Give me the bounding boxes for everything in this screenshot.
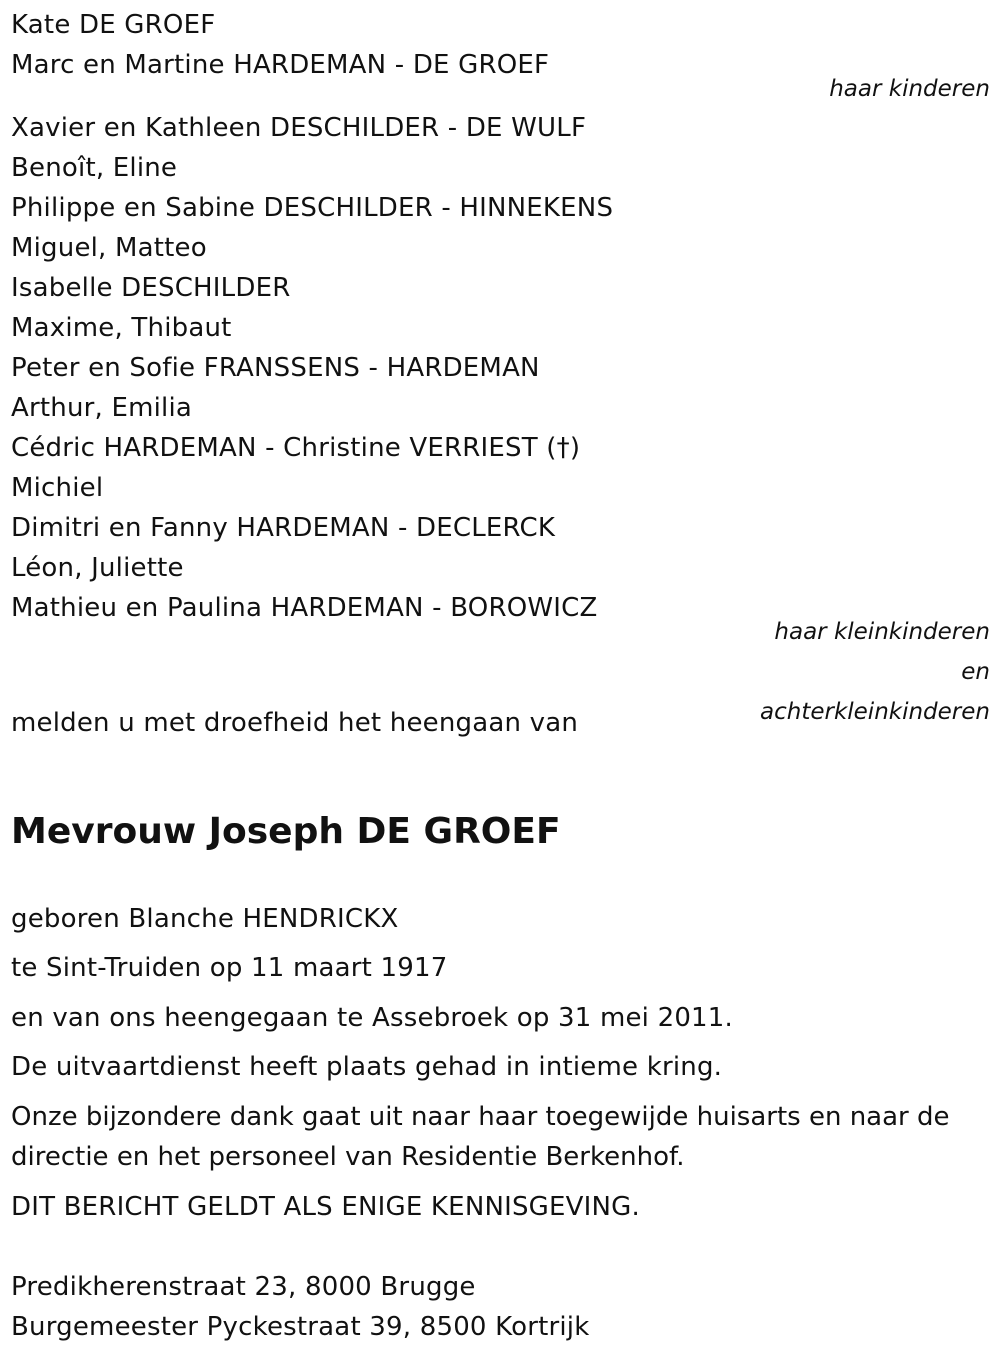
address-line: Predikherenstraat 23, 8000 Brugge	[11, 1272, 476, 1302]
family-line: Miguel, Matteo	[11, 233, 207, 263]
thanks-text: Onze bijzondere dank gaat uit naar haar toegewijde huisarts en naar de directie en het personeel van Residentie Berkenhof.	[11, 1102, 950, 1172]
family-line: Peter en Sofie FRANSSENS - HARDEMAN	[11, 353, 540, 383]
family-line: Arthur, Emilia	[11, 393, 193, 423]
family-line: Philippe en Sabine DESCHILDER - HINNEKENS	[11, 193, 614, 223]
great-grandchildren-role-label: achterkleinkinderen	[760, 699, 990, 725]
family-line: Marc en Martine HARDEMAN - DE GROEF	[11, 50, 550, 80]
notice-text: DIT BERICHT GELDT ALS ENIGE KENNISGEVING.	[11, 1192, 640, 1222]
deceased-name: Mevrouw Joseph DE GROEF	[11, 811, 561, 852]
family-line: Benoît, Eline	[11, 153, 178, 183]
death-place-date: en van ons heengegaan te Assebroek op 31 mei 2011.	[11, 1003, 734, 1033]
funeral-info: De uitvaartdienst heeft plaats gehad in intieme kring.	[11, 1052, 723, 1082]
family-line: Maxime, Thibaut	[11, 313, 232, 343]
family-line: Léon, Juliette	[11, 553, 184, 583]
family-line: Xavier en Kathleen DESCHILDER - DE WULF	[11, 113, 587, 143]
family-line: Kate DE GROEF	[11, 10, 216, 40]
grandchildren-role-label: haar kleinkinderen	[774, 619, 990, 645]
family-line: Cédric HARDEMAN - Christine VERRIEST (†)	[11, 433, 581, 463]
family-line: Mathieu en Paulina HARDEMAN - BOROWICZ	[11, 593, 598, 623]
children-role-label: haar kinderen	[829, 76, 990, 102]
address-line: Burgemeester Pyckestraat 39, 8500 Kortrijk	[11, 1312, 590, 1342]
family-line: Isabelle DESCHILDER	[11, 273, 291, 303]
grandchildren-role-connector: en	[961, 659, 990, 685]
birth-place-date: te Sint-Truiden op 11 maart 1917	[11, 953, 448, 983]
family-line: Michiel	[11, 473, 104, 503]
announcement-text: melden u met droefheid het heengaan van	[11, 708, 579, 738]
family-line: Dimitri en Fanny HARDEMAN - DECLERCK	[11, 513, 556, 543]
birth-name: geboren Blanche HENDRICKX	[11, 904, 399, 934]
